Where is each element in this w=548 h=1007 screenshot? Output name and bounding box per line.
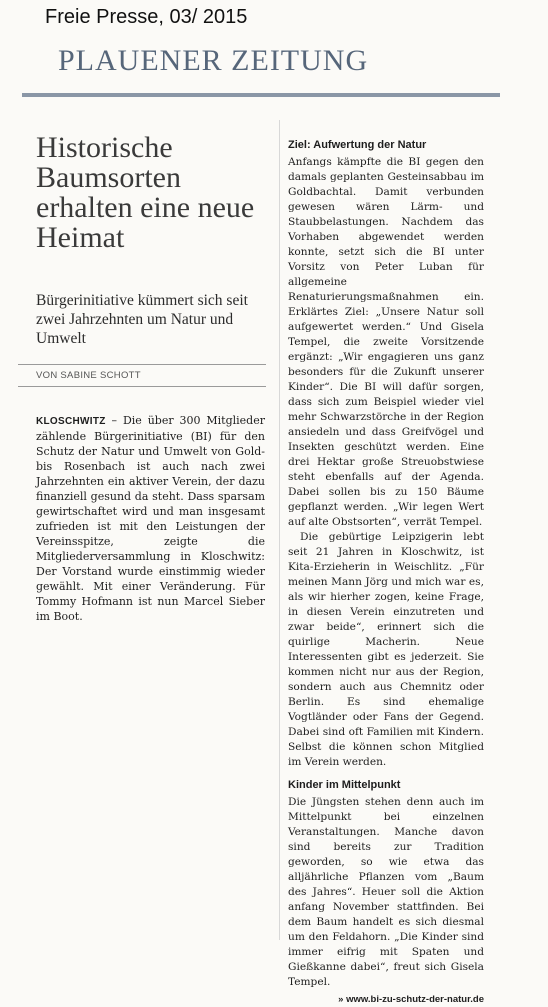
byline-rule-bottom [18,386,266,387]
paragraph: Anfangs kämpfte die BI gegen den damals geplanten Gesteinsabbau im Goldbachtal. Damit verbunden gewesen wären Lärm- und Staubbelastungen. Nachdem das Vorhaben abgewendet werden konnte, setzt sich die BI unter Vorsitz von Peter Luban für allgemeine Renaturierungsmaßnahmen ein. Erklärtes Ziel: „Unsere Natur soll aufgewertet werden.“ Und Gisela Tempel, die zweite Vorsitzende ergänzt: „Wir engagieren uns ganz besonders für die Zukunft unserer Kinder“. Die BI will dafür sorgen, dass sich zum Beispiel wieder viel mehr Schwarzstörche in der Region ansiedeln und dass Greifvögel und Insekten geschützt werden. Eine drei Hektar große Streuobstwiese steht ebenfalls auf der Agenda. Dabei sollen bis zu 150 Bäume gepflanzt werden. „Wir legen Wert auf alte Obstsorten“, verrät Tempel. [288,156,484,528]
lead-paragraph [36,413,265,624]
source-caption: Freie Presse, 03/ 2015 [45,6,248,28]
article-headline: Historische Baumsorten erhalten eine neue Heimat [36,131,255,254]
dateline: KLOSCHWITZ [36,416,106,427]
article-right-column [288,138,484,1007]
website-link[interactable]: » www.bi-zu-schutz-der-natur.de [338,994,484,1005]
paragraph: Die gebürtige Leipzigerin lebt seit 21 Jahren in Kloschwitz, ist Kita-Erzieherin in Weischlitz. „Für meinen Mann Jörg und mich war es, als wir hierher zogen, keine Frage, in diesen Verein einzutreten und zwar beide“, erinnert sich die quirlige Macherin. Neue Interessenten gibt es jederzeit. Sie kommen nicht nur aus der Region, sondern auch aus Chemnitz oder Berlin. Es sind ehemalige Vogtländer oder Fans der Gegend. Dabei sind oft Familien mit Kindern. Selbst die können schon Mitglied im Verein werden. [288,531,484,768]
article-lead-column [36,413,265,624]
column-divider [279,120,280,940]
section-heading-kinder: Kinder im Mittelpunkt [288,779,401,791]
paragraph: Die Jüngsten stehen denn auch im Mittelpunkt bei einzelnen Veranstaltungen. Manche davon sind bereits zur Tradition geworden, so wie etwa das alljährliche Pflanzen vom „Baum des Jahres“. Heuer soll die Aktion anfang November stattfinden. Bei dem Baum handelt es sich diesmal um den Feldahorn. „Die Kinder sind immer eifrig mit Spaten und Gießkanne dabei“, freut sich Gisela Tempel. [288,796,484,988]
section-heading-ziel: Ziel: Aufwertung der Natur [288,139,427,151]
byline: VON SABINE SCHOTT [36,370,141,381]
masthead-rule [22,93,500,97]
lead-text: – Die über 300 Mitglieder zählende Bürgerinitiative (BI) für den Schutz der Natur und Umwelt von Gold- bis Rosenbach ist auch nach zwei Jahrzehnten ein aktiver Verein, der dazu finanziell gesund da steht. Dass sparsam gewirtschaftet wird und man insgesamt zufrieden ist mit den Leistungen der Vereinsspitze, zeigte die Mitgliederversammlung in Kloschwitz: Der Vorstand wurde einstimmig wieder gewählt. Mit einer Veränderung. Für Tommy Hofmann ist nun Marcel Sieber im Boot. [36,414,265,623]
newspaper-masthead: PLAUENER ZEITUNG [58,44,369,77]
byline-rule-top [18,364,266,365]
article-subheadline: Bürgerinitiative kümmert sich seit zwei Jahrzehnten um Natur und Umwelt [36,292,248,347]
